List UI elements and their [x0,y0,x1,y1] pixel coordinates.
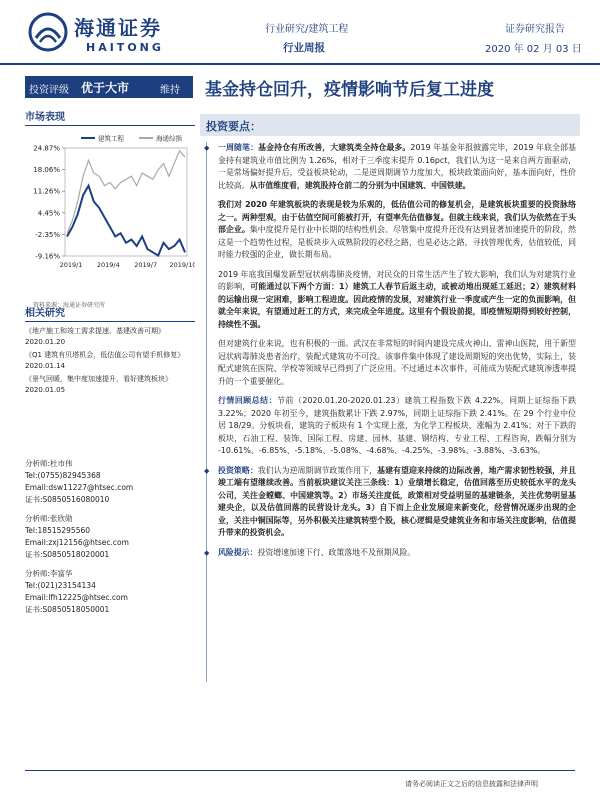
left-column [25,108,195,614]
risk-text: 投资增速加速下行、政策落地不及预期风险。 [257,547,416,557]
key-points-header [200,114,580,136]
analyst-email[interactable]: Email:dsw11227@htsec.com [25,483,134,492]
footer-divider [25,770,575,771]
y-tick-label: -2.35% [35,230,60,239]
analyst-name: 分析师:杜市伟 [25,459,73,468]
rating-box [25,76,193,98]
rating-value: 优于大市 [81,81,130,95]
strategy-paragraph [200,465,576,540]
report-type: 行业周报 [283,42,325,54]
analyst-block [25,568,195,616]
weekly-notes-paragraph [200,142,576,192]
report-title: 基金持仓回升，疫情影响节后复工进度 [205,80,494,100]
related-item[interactable]: 《Q1 建筑有贝塔机会，低估值公司有望手机修复》2020.01.14 [25,351,185,370]
analyst-email[interactable]: Email:lfh12225@htsec.com [25,593,128,602]
key-points-body [200,142,576,566]
x-tick-label: 2019/1 [59,261,83,269]
analyst-email[interactable]: Email:zxj12156@htsec.com [25,538,129,547]
strategy-lead: 投资策略： [218,465,258,475]
strategy-bold: 基建有望迎来持续的边际改善，地产需求韧性较强，并且竣工端有望继续改善。当前板块建议关注三条线：1）业绩增长稳定，估值回落至历史较低水平的龙头公司，关注金螳螂、中国建筑等。2）市场关注度低，政策相对受益明显的基建链条，关注优势明显基建央企，以及估值回落的民营设计龙头。3）自下而上企业发展迎来新变化，经营情况逐步出现的企业，关注中铜国际等，另外积极关注建筑转型个股，核心逻辑是受建筑业务和市场关注度影响，估值提升带来的投资机会。 [218,465,576,537]
y-tick-label: 4.45% [37,209,60,218]
risk-lead: 风险提示： [218,547,258,557]
related-item[interactable]: 《地产施工和竣工需求提速，基建改善可期》2020.01.20 [25,327,165,346]
plot-frame [65,148,187,256]
epidemic-bold: 可能通过以下两个方面：1）建筑工人春节后返主动，或被动地出现延工延迟；2）建筑材料的运输出现一定困难，影响工程进度。因此疫情的发展，对建筑行业一季度或产生一定的负面影响，但就全年来说，有望通过赶工的方式，来完成全年进度。这里有个假设前提，即疫情短期得到较好控制，持续性不强。 [218,282,576,329]
industry-category: 行业研究/建筑工程 [265,24,349,35]
report-header [0,0,600,68]
series-line [67,186,185,256]
analyst-tel: Tel:(021)23154134 [25,581,96,590]
y-tick-label: 11.26% [33,187,60,196]
prefab-text: 但对建筑行业来说，也有积极的一面。武汉在非常短的时间内建设完成火神山、雷神山医院，用于新型冠状病毒肺炎患者治疗，装配式建筑功不可没。该事件集中体现了建设周期短的突出优势，实际上，装配式建筑在医院、学校等领域早已得到了广泛应用。不过通过本次事件，可能成为装配式建筑渗透率提升的一个重要催化。 [218,339,576,386]
analyst-cert: 证书:S0850516080010 [25,495,110,504]
market-chart [25,126,195,309]
prefab-paragraph [200,338,576,388]
epidemic-paragraph [200,269,576,332]
market-chart-svg [25,126,195,281]
strategy-text: 我们认为逆周期调节政策作用下， [257,465,378,475]
analyst-cert: 证书:S0850518020001 [25,550,110,559]
report-kind: 证券研究报告 [505,24,565,35]
weekly-notes-bold2: 从市值维度看，建筑股持仓前二的分别为中国建筑、中国铁建。 [249,180,471,190]
legend-label: 建筑工程 [98,134,124,143]
outlook-paragraph [200,199,576,262]
x-tick-label: 2019/4 [96,261,120,269]
risk-paragraph [200,547,576,560]
rating-sub: 维持 [160,85,180,96]
y-tick-label: 18.06% [33,166,60,175]
analyst-tel: Tel:(0755)82945368 [25,471,101,480]
analyst-tel: Tel:18515295560 [25,526,91,535]
analyst-name: 分析师:李富华 [25,569,73,578]
logo-english-text: HAITONG [86,41,164,54]
rating-label: 投资评级 [29,85,69,96]
legend-label: 海通综指 [156,134,182,143]
logo-chinese-text: 海通证券 [74,16,162,40]
haitong-logo-icon [28,10,68,54]
related-research [25,304,195,398]
related-section-title: 相关研究 [25,308,65,319]
related-item[interactable]: 《景气回暖，集中度加速提升，看好建筑板块》2020.01.05 [25,375,172,394]
analyst-block [25,513,195,561]
market-review-paragraph [200,395,576,458]
x-tick-label: 2019/10 [169,261,195,269]
epidemic-text: 2019 年底我国爆发新型冠状病毒肺炎疫情，对民众的日常生活产生了较大影响，我们认为对建筑行业的影响， [218,269,576,291]
report-date: 2020 年 02 月 03 日 [485,44,582,55]
analyst-name: 分析师:张欣勋 [25,514,73,523]
rating-title-band [25,72,575,102]
chart-source: 资料来源：海通证券研究所 [33,302,106,309]
haitong-logo [28,10,168,58]
weekly-notes-text: 2019 年基金年报披露完毕，2019 年底全部基金持有建筑业市值比例为 1.26%，相对于三季度末提升 0.16pct，我们认为这一是来自两方面驱动，一是常场偏好提升后，受益板块轮动，二是逆周期调节力度加大，板块政策面向好，基本面向好，性价比较高。 [218,143,576,190]
y-tick-label: -9.16% [35,252,60,261]
outlook-bold: 我们对 2020 年建筑板块的表现是较为乐观的，低估值公司的修复机会，是建筑板块重要的投资脉络之一。 [218,200,576,222]
analyst-block [25,458,195,506]
weekly-notes-bold: 基金持仓有所改善，大建筑类全持仓最多。 [258,143,411,152]
analyst-cert: 证书:S0850518050001 [25,605,110,614]
key-points-column [200,108,580,748]
market-review-lead: 行情回顾总结： [218,396,278,405]
related-divider [25,321,195,322]
x-tick-label: 2019/7 [134,261,158,269]
outlook-text: 集中度提升是行业中长期的结构性机会。尽管集中度提升还没有达到显著加速提升的阶段，然这是一个趋势性过程，是板块步入成熟阶段的必经之路，也是必达之路，寻找管理优秀，估值较低，同时能力较强的企业，做长期布局。 [218,225,576,259]
footer-disclaimer[interactable]: 请务必阅读正文之后的信息披露和法律声明 [405,780,538,788]
weekly-notes-lead: 一周随笔： [218,143,259,152]
y-tick-label: 24.87% [33,144,60,153]
key-points-title: 投资要点： [206,120,261,133]
outlook-bold2: 两种型观，由于估值空间可能被打开，有望率先估值修复。但就主线来说，我们认为依然在于头部企业。 [218,212,576,234]
market-section-title: 市场表现 [25,112,65,123]
header-divider [0,63,600,65]
market-review-text: 节前（2020.01.20-2020.01.23）建筑工程指数下跌 4.22%，同期上证综指下跌 3.22%；2020 年初至今，建筑指数累计下跌 2.97%，同期上证综指下跌 2.41%。在 29 个行业中位居 18/29。分板块看，建筑的子板块有 1 个实现上涨，为化学工程板块，涨幅为 2.41%；对于下跌的板块，石油工程、装饰、国际工程、房建、园林、基建、钢结构、专业工程、工程咨询，跌幅分别为 -10.61%、-6.85%、-5.18%、-5.08%、-4.68%、-4.25%、-3.98%、-3.88%、-3.63%。 [218,396,576,455]
